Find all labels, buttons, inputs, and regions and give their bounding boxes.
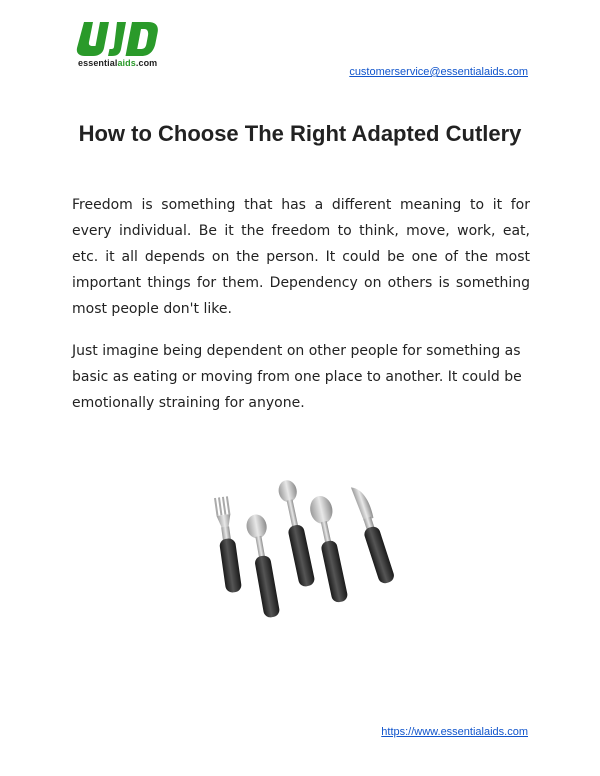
paragraph-2: Just imagine being dependent on other people for something as basic as eating or moving from one place to another. It could be emotionally straining for anyone. [72, 343, 522, 411]
knife-icon [349, 483, 396, 585]
logo-text-suffix: .com [135, 58, 158, 68]
logo-text-highlight: aids [117, 58, 136, 68]
teaspoon-icon [277, 479, 317, 588]
adapted-cutlery-photo [185, 470, 410, 620]
spoon-icon [245, 513, 283, 619]
logo-wordmark [78, 58, 157, 68]
customer-service-email-link[interactable]: customerservice@essentialaids.com [349, 66, 528, 78]
fork-icon [213, 496, 242, 593]
website-footer-link[interactable]: https://www.essentialaids.com [381, 726, 528, 738]
tablespoon-icon [308, 494, 352, 604]
logo-mark-icon [70, 18, 180, 58]
logo-text-prefix: essential [78, 58, 118, 68]
cutlery-illustration [185, 470, 410, 620]
page-title: How to Choose The Right Adapted Cutlery [78, 121, 522, 146]
paragraph-1: Freedom is something that has a different meaning to it for every individual. Be it the freedom to think, move, work, eat, etc. it all depends on the person. It could be one of the most important things for them. Dependency on others is something most people don't like. [72, 197, 530, 317]
